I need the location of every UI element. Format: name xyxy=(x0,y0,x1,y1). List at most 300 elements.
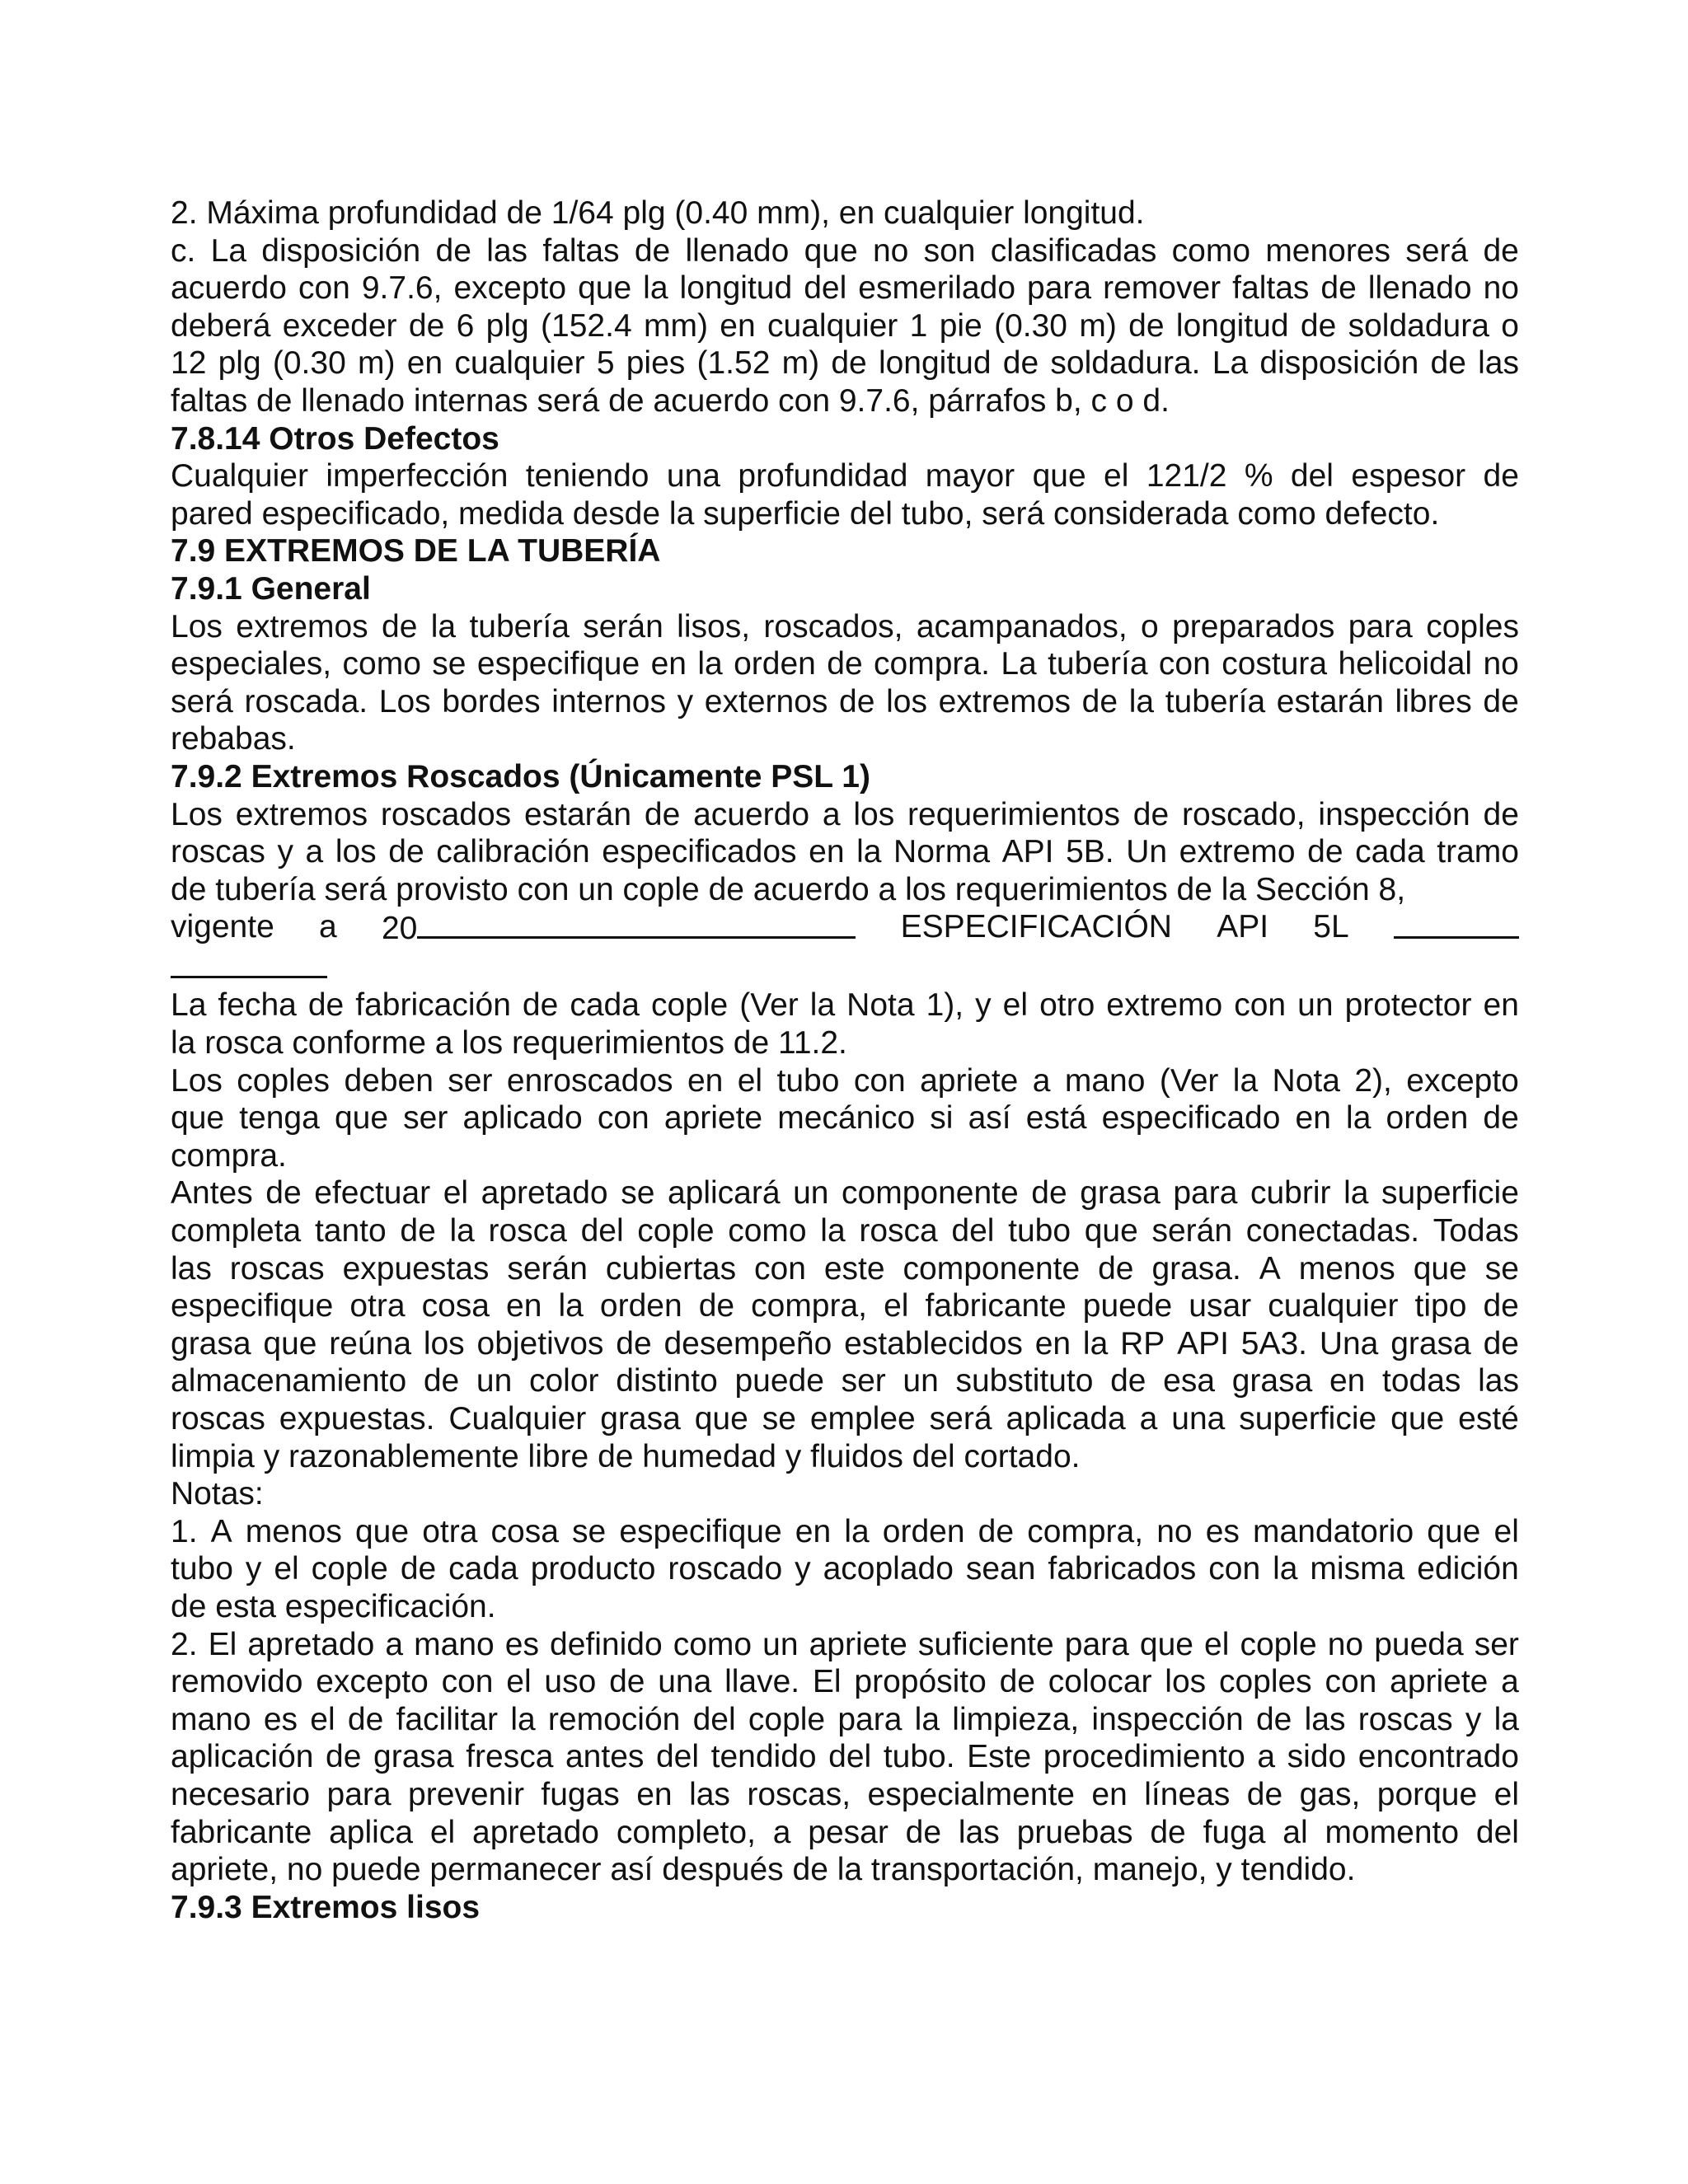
word: estarán xyxy=(523,796,632,832)
word: aplicada xyxy=(1006,1401,1126,1436)
word: de xyxy=(307,987,345,1024)
word: mandatorio xyxy=(1253,1513,1414,1549)
word: las xyxy=(958,1814,1000,1850)
word: requerimientos xyxy=(907,796,1120,832)
word: coples xyxy=(237,1062,331,1099)
text-line xyxy=(171,269,1519,307)
word: rosca xyxy=(859,1213,938,1249)
text-line xyxy=(171,1325,1519,1363)
word: es xyxy=(1205,1513,1240,1549)
word: El xyxy=(208,1626,237,1662)
word: plg xyxy=(218,345,261,382)
word: una xyxy=(666,458,720,494)
word: se xyxy=(762,1401,796,1436)
word: un xyxy=(1297,987,1334,1024)
word: a xyxy=(772,1814,791,1850)
word: deberá xyxy=(171,307,271,344)
word: la xyxy=(1128,683,1155,719)
word: de xyxy=(1150,1814,1186,1850)
form-fill-line xyxy=(171,908,1519,948)
word: en xyxy=(809,834,845,870)
word: de xyxy=(616,1325,652,1361)
word: que xyxy=(694,1401,748,1436)
word: los xyxy=(335,834,377,870)
word: encontrado xyxy=(1357,1739,1519,1775)
section-heading: 7.8.14 Otros Defectos xyxy=(171,420,499,457)
word: apretado xyxy=(472,1814,599,1850)
word: tubería xyxy=(469,608,570,644)
word: se xyxy=(432,646,467,682)
section-heading: 7.9.1 General xyxy=(171,570,371,607)
word: especifique xyxy=(476,646,640,682)
text-line: la rosca conforme a los requerimientos de 11.2. xyxy=(171,1025,847,1062)
word: en xyxy=(636,1776,673,1812)
word: ser xyxy=(448,1062,493,1099)
word: del xyxy=(1475,1814,1519,1850)
word: emplee xyxy=(809,1401,916,1436)
word: Nota xyxy=(846,987,915,1024)
word: todas xyxy=(1382,1363,1461,1399)
word: mm) xyxy=(643,307,708,344)
paragraph xyxy=(171,987,1519,1062)
text-line: pared especificado, medida desde la superficie del tubo, será considerada como defecto. xyxy=(171,495,1440,532)
word: definido xyxy=(550,1626,663,1662)
word: que xyxy=(1413,1250,1467,1286)
word: 9.7.6, xyxy=(361,270,443,307)
word: la xyxy=(1493,1701,1519,1737)
word: apretado xyxy=(481,1175,608,1212)
word: no xyxy=(1483,646,1519,682)
word: 6 xyxy=(456,307,475,344)
word: aplicación xyxy=(171,1739,314,1775)
word: inspección xyxy=(1318,796,1470,832)
word: de xyxy=(1483,796,1519,832)
word: Los xyxy=(171,1062,223,1099)
word: como xyxy=(342,646,421,682)
word: acoplado xyxy=(823,1551,954,1587)
word: acuerdo xyxy=(693,796,810,832)
word: los xyxy=(423,1325,465,1361)
word: Los xyxy=(378,683,431,719)
word: completa xyxy=(171,1213,302,1249)
word: mayor xyxy=(925,458,1015,494)
word: cualquier xyxy=(767,307,898,344)
word: se xyxy=(621,1175,655,1212)
word: está xyxy=(1025,1100,1087,1137)
word: suficiente xyxy=(917,1626,1054,1662)
word: 5A3. xyxy=(1240,1325,1308,1361)
text-line: rebabas. xyxy=(171,721,296,757)
word: Cualquier xyxy=(171,458,308,494)
word: del xyxy=(1290,458,1334,494)
word: preparados xyxy=(1172,608,1335,644)
word: con xyxy=(1325,1664,1377,1700)
word: la xyxy=(697,646,723,682)
word: cubiertas xyxy=(605,1250,737,1286)
word: el xyxy=(506,1664,532,1700)
word: en xyxy=(795,1513,832,1549)
word: de xyxy=(1483,683,1519,719)
word: las xyxy=(1478,1363,1519,1399)
word: los xyxy=(853,796,895,832)
word: 5B. xyxy=(1066,834,1114,870)
word: Un xyxy=(1126,834,1168,870)
text-line xyxy=(171,1400,1519,1438)
word: que xyxy=(1139,1626,1193,1662)
word: que xyxy=(263,1325,317,1361)
word: de xyxy=(905,1814,942,1850)
word: mano xyxy=(1064,1062,1146,1099)
word: roscados xyxy=(380,796,512,832)
word: no xyxy=(1156,1513,1193,1549)
word: tendido xyxy=(710,1739,817,1775)
word: excepto xyxy=(316,1664,429,1700)
word: orden xyxy=(1386,1100,1469,1137)
word: roscado xyxy=(668,1551,783,1587)
word: las xyxy=(1304,1701,1346,1737)
word: con xyxy=(597,1100,649,1137)
word: la xyxy=(643,270,668,307)
word: que xyxy=(354,1513,410,1549)
word: de xyxy=(609,1664,645,1700)
word: objetivos xyxy=(476,1325,604,1361)
word: fugas xyxy=(541,1776,620,1812)
text-line xyxy=(171,683,1519,721)
text-line xyxy=(171,1212,1519,1250)
word: para xyxy=(326,1776,392,1812)
word: clasificadas xyxy=(990,232,1157,269)
word: para xyxy=(1348,608,1413,644)
word: los xyxy=(886,683,927,719)
word: la xyxy=(1346,1100,1372,1137)
word: sean xyxy=(965,1551,1036,1587)
text-line xyxy=(171,608,1519,646)
word: longitud xyxy=(679,270,793,307)
word: disposición xyxy=(1259,345,1419,382)
document-body xyxy=(171,194,1519,1926)
word: cosa xyxy=(421,1288,490,1324)
word: la xyxy=(809,987,836,1024)
word: inspección xyxy=(1091,1701,1244,1737)
word: colocar xyxy=(1048,1664,1152,1700)
text-line xyxy=(171,1362,1519,1400)
word: para xyxy=(1064,1626,1129,1662)
word: de xyxy=(1483,458,1519,494)
word: A xyxy=(1259,1250,1281,1286)
fill-blank xyxy=(1394,908,1519,939)
word: como xyxy=(673,1626,753,1662)
word: grasa xyxy=(171,1325,251,1361)
word: superficie xyxy=(1239,1401,1377,1436)
word: procedimiento xyxy=(1043,1739,1245,1775)
word: pesar xyxy=(808,1814,889,1850)
paragraph xyxy=(171,1174,1519,1475)
word: faltas xyxy=(542,232,620,269)
word: excepto xyxy=(453,270,567,307)
word: estarán xyxy=(1276,683,1384,719)
word: la xyxy=(820,1213,846,1249)
word: que xyxy=(1390,1401,1445,1436)
word: es xyxy=(263,1701,298,1737)
word: y xyxy=(975,987,992,1024)
word: de xyxy=(382,608,418,644)
word: vigente xyxy=(171,909,274,945)
word: y xyxy=(245,1551,262,1587)
word: facilitar xyxy=(396,1701,499,1737)
word: 2), xyxy=(1354,1062,1392,1099)
word: de xyxy=(388,834,424,870)
word: pies xyxy=(626,345,686,382)
word: si xyxy=(930,1100,954,1137)
word: fabricación xyxy=(355,987,511,1024)
word: los xyxy=(1165,1664,1207,1700)
word: del xyxy=(804,270,847,307)
word: edición xyxy=(1417,1551,1519,1587)
word: bordes xyxy=(442,683,541,719)
word: API xyxy=(1001,834,1054,870)
word: de xyxy=(1483,1288,1519,1324)
word: aplicado xyxy=(462,1100,583,1137)
word: Nota xyxy=(1272,1062,1340,1099)
text-line xyxy=(171,1250,1519,1288)
word: remoción xyxy=(547,1701,681,1737)
word: helicoidal xyxy=(1338,646,1473,682)
word: la xyxy=(510,1701,536,1737)
word: Cualquier xyxy=(448,1401,587,1436)
word: plg xyxy=(485,307,529,344)
word: lisos, xyxy=(677,608,751,644)
word: tubo. xyxy=(883,1739,955,1775)
word: a xyxy=(385,1626,404,1662)
word: fecha xyxy=(218,987,297,1024)
word: cubrir xyxy=(1250,1175,1331,1212)
word: longitud xyxy=(1175,307,1289,344)
word: protector xyxy=(1344,987,1472,1024)
text-line xyxy=(171,232,1519,270)
word: excepto xyxy=(1406,1062,1519,1099)
word: de xyxy=(1031,1175,1067,1212)
text-line: 2. Máxima profundidad de 1/64 plg (0.40 mm), en cualquier longitud. xyxy=(171,195,1145,231)
word: la xyxy=(1273,1551,1298,1587)
word: el xyxy=(1493,1513,1519,1549)
word: almacenamiento xyxy=(171,1363,407,1399)
word: (Ver xyxy=(1159,1062,1219,1099)
word: de xyxy=(1300,307,1337,344)
text-line: de tubería será provisto con un cople de acuerdo a los requerimientos de la Sección 8, xyxy=(171,871,1406,907)
word: y xyxy=(677,683,694,719)
word: de xyxy=(347,1701,384,1737)
word: coples xyxy=(1218,1664,1312,1700)
paragraph xyxy=(171,1513,1519,1626)
word: libres xyxy=(1395,683,1472,719)
word: con xyxy=(441,1664,494,1700)
word: especificados xyxy=(602,834,797,870)
word: roscas xyxy=(171,834,265,870)
text-line: apriete, no puede permanecer así después de la transportación, manejo, y tendido. xyxy=(171,1852,1356,1888)
word: RP xyxy=(1120,1325,1165,1361)
word: las xyxy=(1478,345,1519,382)
word: el xyxy=(429,1814,456,1850)
word: extremo xyxy=(1106,987,1223,1024)
text-line xyxy=(171,1814,1519,1852)
word: líneas xyxy=(1144,1776,1231,1812)
word: tubería xyxy=(1165,683,1266,719)
word: y xyxy=(277,834,293,870)
word: producto xyxy=(530,1551,656,1587)
text-line xyxy=(171,1099,1519,1137)
word: prevenir xyxy=(408,1776,524,1812)
word: como xyxy=(728,1213,807,1249)
word: otra xyxy=(422,1513,478,1549)
word: a xyxy=(1139,1401,1158,1436)
paragraph xyxy=(171,194,1519,232)
word: el xyxy=(443,1175,469,1212)
word: no xyxy=(1327,1626,1364,1662)
paragraph xyxy=(171,796,1519,909)
text-line xyxy=(171,987,1519,1024)
text-line xyxy=(171,833,1519,871)
paragraph xyxy=(171,1626,1519,1889)
word: especificado xyxy=(1101,1100,1281,1137)
word: del xyxy=(692,1701,736,1737)
word: de xyxy=(1430,345,1466,382)
word: acampanados, xyxy=(916,608,1128,644)
word: ESPECIFICACIÓN xyxy=(900,909,1172,945)
word: propósito xyxy=(854,1664,987,1700)
word: reúna xyxy=(329,1325,412,1361)
word: especialmente xyxy=(867,1776,1075,1812)
word: la xyxy=(1082,1325,1109,1361)
word: de xyxy=(1110,1363,1146,1399)
word: fabricante xyxy=(171,1814,312,1850)
word: Los xyxy=(171,796,223,832)
word: 5 xyxy=(596,345,615,382)
word: de xyxy=(1483,232,1519,269)
word: aplicará xyxy=(667,1175,781,1212)
word: compra, xyxy=(1027,1513,1144,1549)
word: roscas xyxy=(171,1401,265,1436)
form-fill-line-continued xyxy=(171,948,1519,987)
word: de xyxy=(1081,683,1118,719)
word: (0.30 xyxy=(994,307,1067,344)
word: apretado xyxy=(247,1626,375,1662)
word: una xyxy=(658,1664,712,1700)
word: fabricados xyxy=(1048,1551,1197,1587)
word: las xyxy=(689,1776,730,1812)
word: en xyxy=(506,1288,542,1324)
word: Todas xyxy=(1432,1213,1519,1249)
word: conectadas. xyxy=(1245,1213,1420,1249)
word: tubería xyxy=(1048,646,1148,682)
word: de xyxy=(400,1213,436,1249)
word: de xyxy=(408,307,445,344)
document-page xyxy=(171,194,1519,1926)
text-line xyxy=(171,1550,1519,1588)
word: tubo xyxy=(1008,1213,1071,1249)
word: otro xyxy=(1039,987,1095,1024)
word: las xyxy=(171,1250,212,1286)
word: grasa xyxy=(1390,1325,1471,1361)
word: esa xyxy=(1163,1363,1216,1399)
word: el xyxy=(274,1551,299,1587)
word: 1. xyxy=(171,1513,198,1549)
word: la xyxy=(1232,1062,1259,1099)
word: imperfección xyxy=(326,458,509,494)
word: % xyxy=(1244,458,1273,494)
word: esmerilado xyxy=(858,270,1016,307)
word: profundidad xyxy=(738,458,908,494)
word: no xyxy=(872,232,909,269)
word: de xyxy=(1255,1701,1292,1737)
word: al xyxy=(1282,1814,1308,1850)
word: a xyxy=(1257,1739,1276,1775)
word: y xyxy=(795,1551,811,1587)
word: tubo xyxy=(776,1062,840,1099)
word: para xyxy=(837,1701,903,1737)
word: antes xyxy=(565,1739,645,1775)
word: apriete xyxy=(809,1626,907,1662)
word: 12 xyxy=(171,345,207,382)
word: especifique xyxy=(619,1513,782,1549)
text-line xyxy=(171,1738,1519,1776)
word: de xyxy=(831,345,867,382)
word: grasa xyxy=(1080,1175,1160,1212)
text-line xyxy=(171,645,1519,683)
word: extremos xyxy=(235,796,368,832)
word: en xyxy=(1483,987,1519,1024)
word: tipo xyxy=(1414,1288,1467,1324)
word: mano xyxy=(171,1701,251,1737)
word: en xyxy=(687,1062,724,1099)
word: remover xyxy=(1103,270,1221,307)
word: se xyxy=(572,1513,607,1549)
word: en xyxy=(1091,1776,1128,1812)
fill-blank xyxy=(171,948,327,978)
word: roscas, xyxy=(747,1776,851,1812)
word: roscado, xyxy=(1182,796,1306,832)
word: c. xyxy=(171,232,196,269)
word: fabricante xyxy=(925,1288,1067,1324)
word: faltas xyxy=(1232,270,1310,307)
word: con xyxy=(1158,646,1211,682)
word: orden xyxy=(734,646,816,682)
word: para xyxy=(1027,270,1092,307)
word: un xyxy=(476,1363,513,1399)
word: especiales, xyxy=(171,646,332,682)
word: de xyxy=(522,987,559,1024)
word: un xyxy=(762,1626,799,1662)
word: color xyxy=(528,1363,599,1399)
word: usar xyxy=(1189,1288,1252,1324)
word: fuga xyxy=(1203,1814,1266,1850)
text-line xyxy=(171,1701,1519,1739)
word: con xyxy=(754,1250,806,1286)
word: soldadura xyxy=(1348,307,1489,344)
word: roscas xyxy=(229,1250,325,1286)
word: fresca xyxy=(466,1739,554,1775)
word: con xyxy=(1234,987,1287,1024)
word: o xyxy=(1501,307,1519,344)
word: son xyxy=(923,232,976,269)
word: teniendo xyxy=(525,458,649,494)
word: roscas xyxy=(1357,1701,1453,1737)
word: internos xyxy=(551,683,666,719)
word: el xyxy=(1493,1776,1519,1812)
word: del xyxy=(828,1739,872,1775)
word: El xyxy=(812,1664,842,1700)
word: en xyxy=(1034,1325,1071,1361)
text-line xyxy=(171,344,1519,382)
